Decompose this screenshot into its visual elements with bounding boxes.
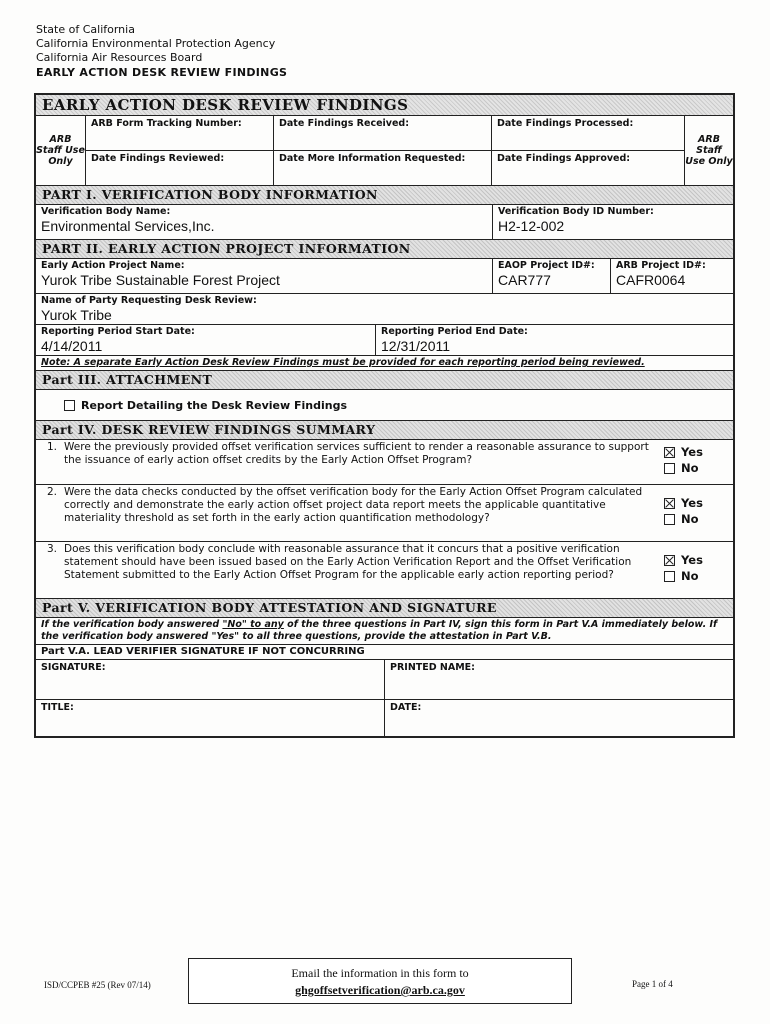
yes-checkbox-checked[interactable] — [664, 498, 675, 509]
date-field[interactable]: DATE: — [390, 702, 422, 713]
question-number: 1. — [46, 441, 57, 453]
document-header — [36, 23, 287, 80]
yes-checkbox-checked[interactable] — [664, 447, 675, 458]
verification-body-id-label: Verification Body ID Number: — [498, 206, 654, 217]
eaop-id-label: EAOP Project ID#: — [498, 260, 595, 271]
reporting-period-row — [36, 325, 733, 356]
verification-body-row — [36, 205, 733, 240]
question-options — [660, 542, 733, 598]
verification-body-name-value: Environmental Services,Inc. — [41, 218, 215, 234]
arb-project-id-field[interactable] — [611, 259, 733, 293]
verification-body-id-value: H2-12-002 — [498, 218, 565, 234]
period-start-label: Reporting Period Start Date: — [41, 326, 195, 337]
project-name-field[interactable] — [36, 259, 493, 293]
part1-header: PART I. VERIFICATION BODY INFORMATION — [36, 186, 733, 205]
date-more-info-field[interactable]: Date More Information Requested: — [279, 153, 466, 164]
arb-project-id-value: CAFR0064 — [616, 272, 686, 288]
review-form — [34, 93, 735, 738]
question-number: 3. — [46, 543, 57, 555]
question-options — [660, 485, 733, 541]
arb-project-id-label: ARB Project ID#: — [616, 260, 706, 271]
signature-row — [36, 660, 733, 700]
no-option[interactable] — [664, 511, 733, 527]
verification-body-name-field[interactable] — [36, 205, 493, 239]
attestation-instructions — [36, 618, 733, 645]
title-field[interactable]: TITLE: — [36, 700, 385, 736]
instructions-text-b: of the three questions in Part IV, sign this form in Part V.A immediately below. If the verification body answered "Yes" to all three questions, provide the attestation in Part V.B. — [41, 619, 718, 642]
instructions-no-to-any: "No" to any — [222, 619, 284, 630]
yes-label: Yes — [681, 445, 703, 459]
no-option[interactable] — [664, 568, 733, 584]
email-instruction-box — [188, 958, 572, 1004]
arb-staff-label-left: ARB Staff Use Only — [36, 116, 86, 185]
no-checkbox[interactable] — [664, 571, 675, 582]
question-number: 2. — [46, 486, 57, 498]
yes-option[interactable] — [664, 444, 733, 460]
date-received-field[interactable]: Date Findings Received: — [274, 116, 491, 151]
date-reviewed-field[interactable]: Date Findings Reviewed: — [91, 153, 225, 164]
period-end-field[interactable] — [376, 325, 733, 355]
form-title: EARLY ACTION DESK REVIEW FINDINGS — [36, 95, 733, 116]
question-options — [660, 440, 733, 484]
title-date-row — [36, 700, 733, 736]
eaop-id-value: CAR777 — [498, 272, 551, 288]
no-checkbox[interactable] — [664, 514, 675, 525]
verification-body-name-label: Verification Body Name: — [41, 206, 171, 217]
no-label: No — [681, 461, 699, 475]
email-instruction-text: Email the information in this form to — [291, 966, 469, 980]
period-end-value: 12/31/2011 — [381, 338, 451, 354]
date-processed-field[interactable]: Date Findings Processed: — [492, 116, 684, 151]
header-board: California Air Resources Board — [36, 51, 203, 65]
question-text: Does this verification body conclude with reasonable assurance that it concurs that a positive verification statement should have been issued based on the Early Action Verification Report and the Offset Verification Statement submitted to the Early Action Offset Program for the applicable early action reporting period? — [64, 543, 632, 581]
no-checkbox[interactable] — [664, 463, 675, 474]
yes-label: Yes — [681, 496, 703, 510]
part2-header: PART II. EARLY ACTION PROJECT INFORMATION — [36, 240, 733, 259]
project-row — [36, 259, 733, 294]
requesting-party-label: Name of Party Requesting Desk Review: — [41, 295, 257, 306]
reporting-period-note — [36, 356, 733, 370]
question-text: Were the previously provided offset verification services sufficient to render a reasonable assurance to support the issuance of early action offset credits by the Early Action Offset Program? — [64, 441, 649, 466]
period-start-field[interactable] — [36, 325, 376, 355]
no-option[interactable] — [664, 460, 733, 476]
verification-body-id-field[interactable] — [493, 205, 733, 239]
instructions-text-a: If the verification body answered — [41, 619, 223, 630]
reporting-period-note-text: Note: A separate Early Action Desk Review Findings must be provided for each reporting period being reviewed. — [41, 357, 645, 368]
header-agency: California Environmental Protection Agency — [36, 37, 276, 51]
printed-name-field[interactable]: PRINTED NAME: — [390, 662, 475, 673]
question-row — [36, 542, 733, 598]
part5a-header: Part V.A. LEAD VERIFIER SIGNATURE IF NOT CONCURRING — [36, 645, 733, 660]
part3-header: Part III. ATTACHMENT — [36, 370, 733, 390]
yes-label: Yes — [681, 553, 703, 567]
no-label: No — [681, 569, 699, 583]
eaop-id-field[interactable] — [493, 259, 611, 293]
requesting-party-value: Yurok Tribe — [41, 307, 112, 323]
attachment-checkbox-label: Report Detailing the Desk Review Findings — [81, 398, 347, 412]
requesting-party-row — [36, 294, 733, 325]
question-text: Were the data checks conducted by the offset verification body for the Early Action Offset Program calculated correctly and demonstrate the early action offset project data report meets the applicable quantitative materiality threshold as set forth in the early action quantification methodology? — [64, 486, 643, 524]
part4-header: Part IV. DESK REVIEW FINDINGS SUMMARY — [36, 421, 733, 440]
header-state: State of California — [36, 23, 135, 36]
arb-staff-label-right: ARB Staff Use Only — [684, 116, 733, 185]
yes-option[interactable] — [664, 552, 733, 568]
date-approved-field[interactable]: Date Findings Approved: — [497, 153, 631, 164]
project-name-label: Early Action Project Name: — [41, 260, 185, 271]
yes-option[interactable] — [664, 495, 733, 511]
question-row — [36, 440, 733, 485]
header-form-name: EARLY ACTION DESK REVIEW FINDINGS — [36, 65, 288, 79]
email-link[interactable]: ghgoffsetverification@arb.ca.gov — [295, 983, 465, 997]
signature-field[interactable]: SIGNATURE: — [36, 660, 385, 699]
yes-checkbox-checked[interactable] — [664, 555, 675, 566]
page-number: Page 1 of 4 — [632, 979, 673, 989]
attachment-row — [36, 390, 733, 421]
form-code: ISD/CCPEB #25 (Rev 07/14) — [44, 980, 151, 990]
project-name-value: Yurok Tribe Sustainable Forest Project — [41, 272, 280, 288]
attachment-checkbox[interactable] — [64, 400, 75, 411]
part5-header: Part V. VERIFICATION BODY ATTESTATION AND SIGNATURE — [36, 598, 733, 618]
no-label: No — [681, 512, 699, 526]
requesting-party-field[interactable] — [36, 294, 733, 324]
form-tracking-field[interactable]: ARB Form Tracking Number: — [86, 116, 273, 151]
period-end-label: Reporting Period End Date: — [381, 326, 528, 337]
arb-staff-section — [36, 116, 733, 186]
period-start-value: 4/14/2011 — [41, 338, 103, 354]
question-row — [36, 485, 733, 542]
